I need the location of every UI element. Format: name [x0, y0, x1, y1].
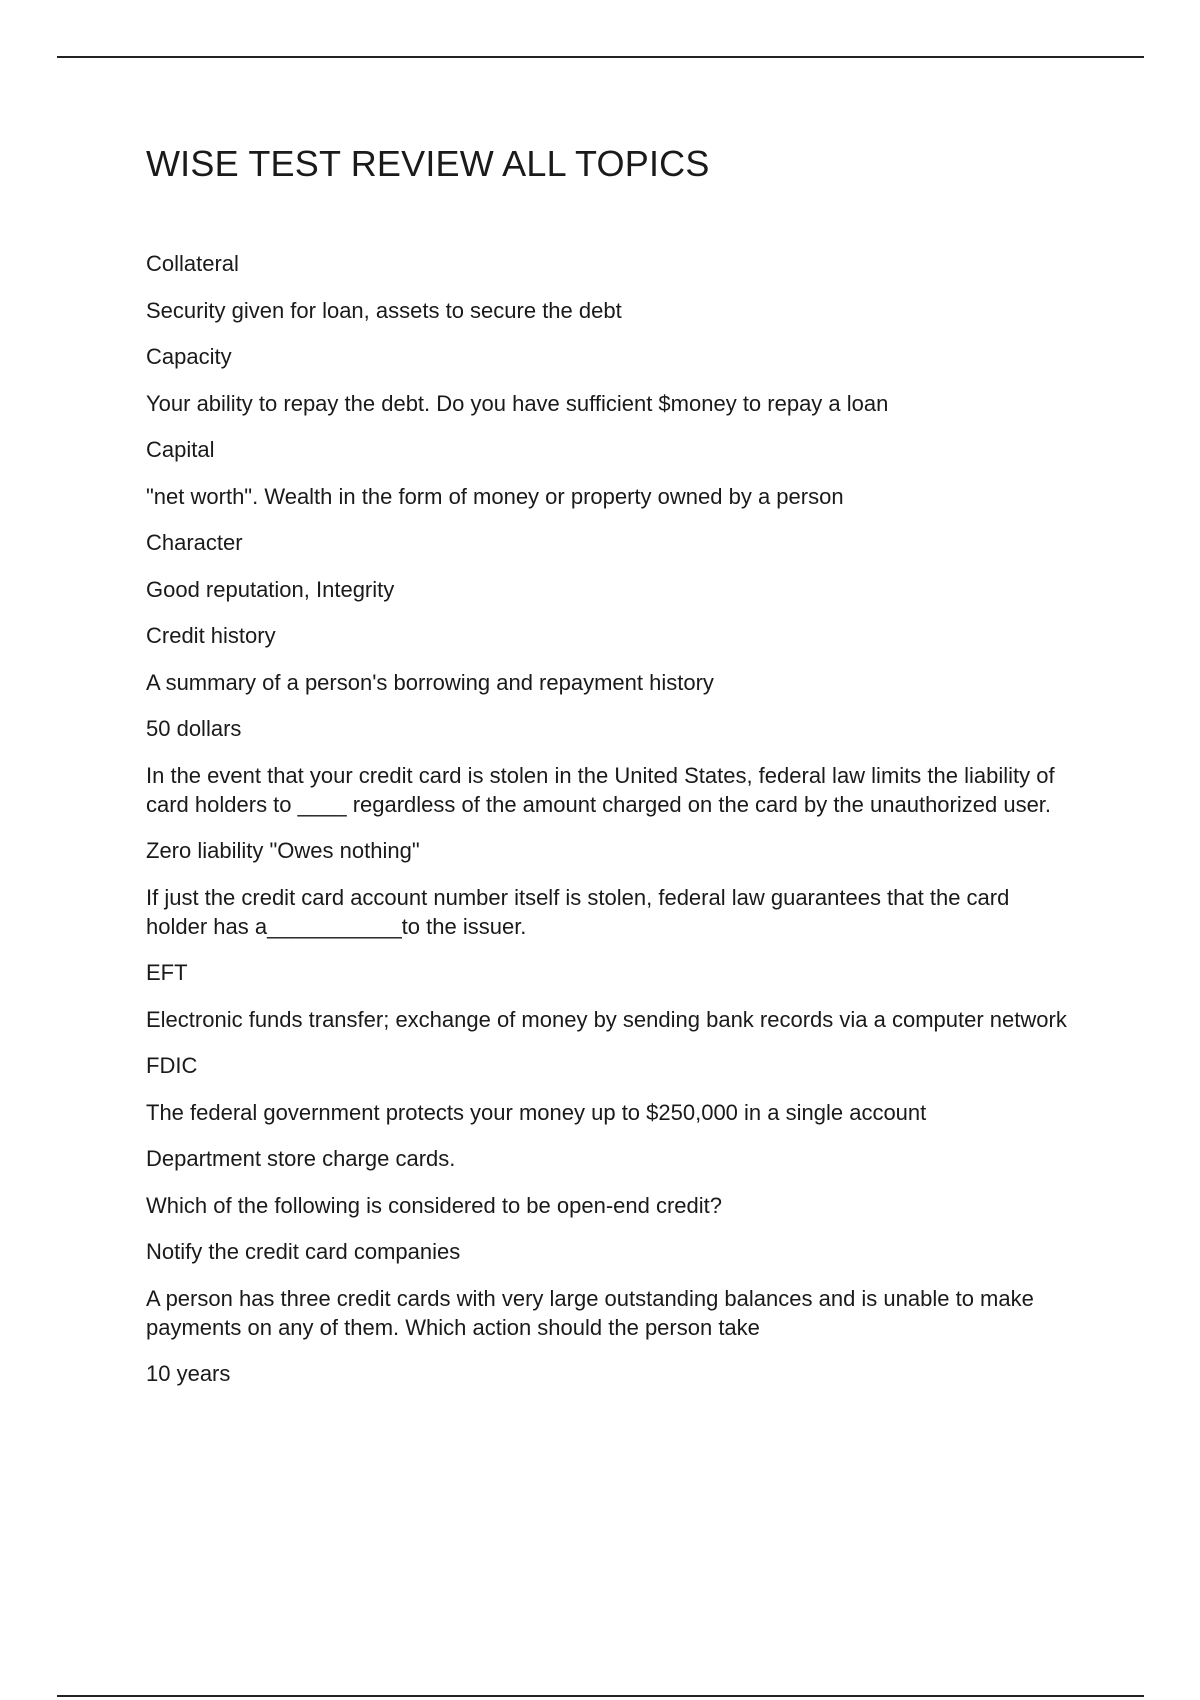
question-stolen-card-liability: In the event that your credit card is stolen in the United States, federal law limits the liability of card holders to ____ regardless of the amount charged on the card by the unauthorized user.: [146, 762, 1055, 817]
definition-character: Good reputation, Integrity: [146, 576, 395, 602]
definition-capital: "net worth". Wealth in the form of money or property owned by a person: [146, 483, 844, 509]
term-eft: EFT: [146, 960, 188, 985]
document-title: WISE TEST REVIEW ALL TOPICS: [146, 143, 710, 184]
term-collateral: Collateral: [146, 251, 239, 276]
definition-capacity: Your ability to repay the debt. Do you have sufficient $money to repay a loan: [146, 390, 889, 416]
answer-10-years: 10 years: [146, 1361, 231, 1386]
definition-credit-history: A summary of a person's borrowing and repayment history: [146, 669, 714, 695]
question-stolen-account-number: If just the credit card account number itself is stolen, federal law guarantees that the card holder has a___________to the issuer.: [146, 884, 1010, 939]
term-capital: Capital: [146, 437, 215, 462]
term-character: Character: [146, 530, 243, 555]
review-entries: [146, 249, 1076, 1388]
top-rule: [57, 56, 1144, 58]
definition-eft: Electronic funds transfer; exchange of money by sending bank records via a computer network: [146, 1006, 1067, 1032]
answer-50-dollars: 50 dollars: [146, 716, 242, 741]
definition-collateral: Security given for loan, assets to secure the debt: [146, 297, 622, 323]
answer-zero-liability: Zero liability "Owes nothing": [146, 838, 420, 863]
question-outstanding-balances: A person has three credit cards with very large outstanding balances and is unable to make payments on any of them. Which action should the person take: [146, 1285, 1034, 1340]
term-fdic: FDIC: [146, 1053, 198, 1078]
answer-notify-card-companies: Notify the credit card companies: [146, 1239, 461, 1264]
definition-fdic: The federal government protects your money up to $250,000 in a single account: [146, 1099, 927, 1125]
term-capacity: Capacity: [146, 344, 232, 369]
answer-department-store-cards: Department store charge cards.: [146, 1146, 456, 1171]
question-open-end-credit: Which of the following is considered to be open-end credit?: [146, 1192, 723, 1218]
page-content: [146, 140, 1076, 1406]
bottom-rule: [57, 1695, 1144, 1697]
term-credit-history: Credit history: [146, 623, 276, 648]
